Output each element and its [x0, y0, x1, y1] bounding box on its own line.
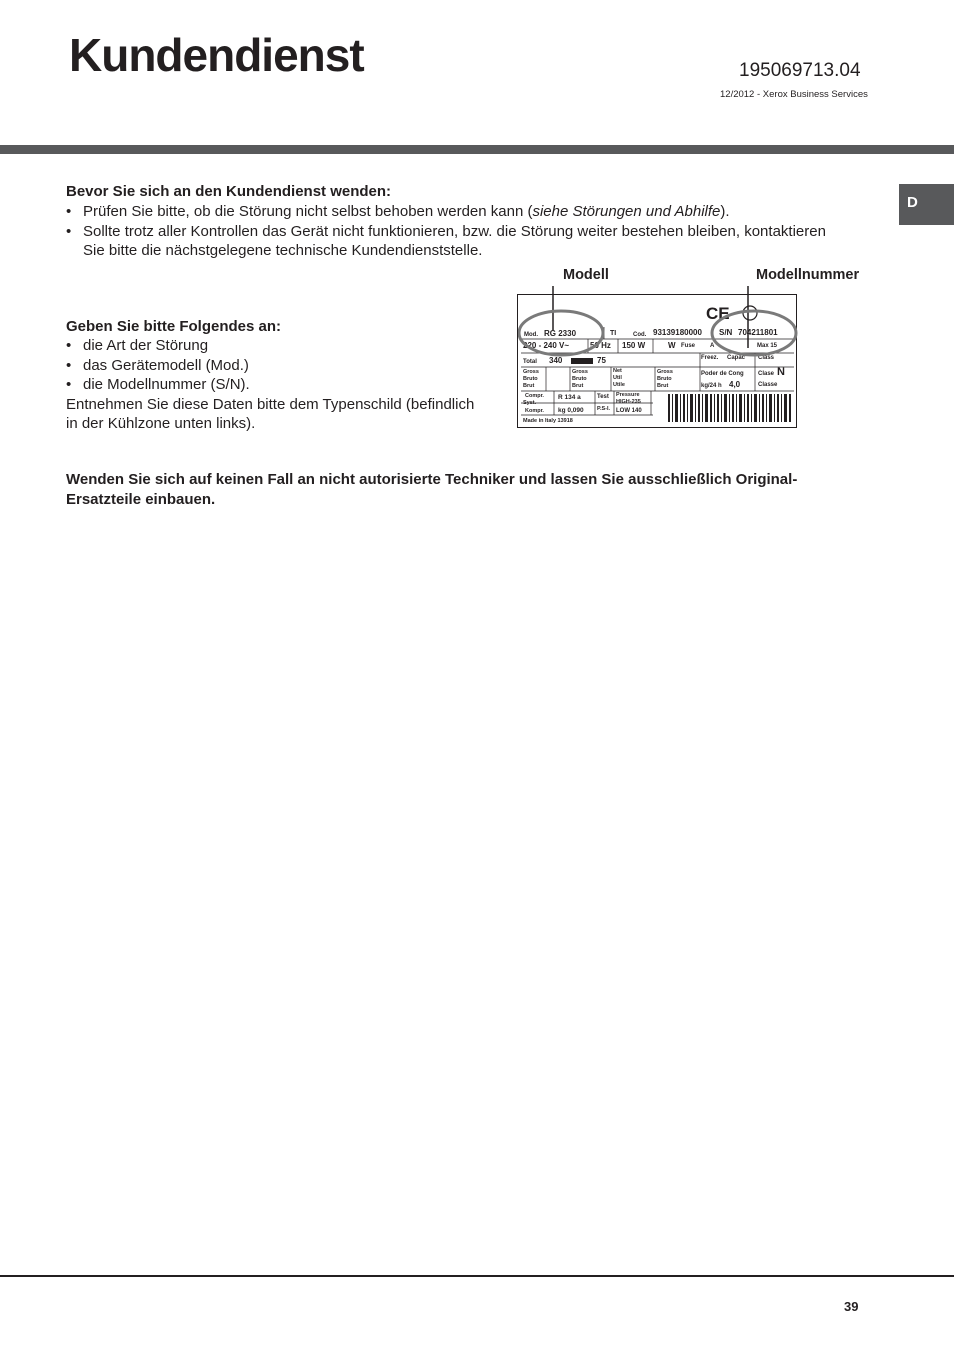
plate-text: Pressure	[616, 392, 640, 398]
bullet-icon: •	[66, 203, 72, 220]
plate-text: HIGH-235	[616, 399, 641, 405]
warning-text	[66, 470, 866, 509]
plate-text: Gross	[523, 369, 539, 375]
plate-text: Clase	[758, 371, 775, 377]
plate-text: Brut	[657, 383, 669, 389]
plate-text: LOW 140	[616, 408, 642, 414]
plate-text: Compr.	[525, 393, 544, 399]
plate-text: 4,0	[729, 380, 741, 389]
bullet-icon: •	[66, 337, 72, 354]
plate-text: 75	[597, 356, 606, 365]
plate-text: Total	[523, 359, 537, 365]
list-item-text: die Modellnummer (S/N).	[83, 376, 250, 393]
list-item	[66, 222, 866, 261]
plate-text: 220 - 240 V~	[523, 341, 570, 350]
plate-text: Test	[597, 394, 609, 400]
bullet-text: Sollte trotz aller Kontrollen das Gerät nicht funktionieren, bzw. die Störung weiter bestehen bleiben, kontaktieren	[83, 222, 826, 240]
bullet-text: Sie bitte die nächstgelegene technische Kundendienststelle.	[83, 242, 483, 259]
plate-text: S/N	[719, 328, 733, 337]
ground-symbol-icon	[743, 306, 757, 320]
plate-text: kg 0,090	[558, 407, 584, 414]
plate-text: Fuse	[681, 343, 696, 349]
plate-text: Gross	[657, 369, 673, 375]
bullet-icon: •	[66, 222, 72, 240]
plate-text: 340	[549, 356, 563, 365]
barcode-icon	[668, 394, 791, 422]
plate-text: A	[710, 343, 715, 349]
note-text: in der Kühlzone unten links).	[66, 415, 256, 432]
list-item	[66, 356, 506, 376]
bullet-italic-ref: siehe Störungen und Abhilfe	[532, 203, 721, 220]
plate-text: W	[668, 341, 676, 350]
plate-code-value: 93139180000	[653, 328, 702, 337]
plate-text: kg/24 h	[701, 383, 722, 389]
plate-text: Gross	[572, 369, 588, 375]
warning-line: Ersatzteile einbauen.	[66, 490, 216, 508]
plate-text: Capac	[727, 355, 746, 361]
plate-text: Bruto	[657, 376, 672, 382]
plate-text: 50 Hz	[590, 341, 611, 350]
plate-text: TI	[610, 330, 617, 337]
plate-text: Classe	[758, 382, 778, 388]
plate-text: Mod.	[524, 332, 538, 338]
before-list	[66, 202, 866, 261]
info-heading: Geben Sie bitte Folgendes an:	[66, 318, 282, 335]
language-tab: D	[899, 184, 954, 225]
list-item	[66, 375, 506, 395]
plate-text: Util	[613, 375, 622, 381]
serial-label: Modellnummer	[756, 267, 860, 283]
plate-text: Freez.	[701, 355, 719, 361]
plate-text: Utile	[613, 382, 625, 388]
plate-text: Poder de Cong	[701, 371, 744, 377]
plate-text: Brut	[523, 383, 535, 389]
page-number: 39	[844, 1299, 859, 1314]
plate-text: Brut	[572, 383, 584, 389]
before-heading: Bevor Sie sich an den Kundendienst wenden:	[66, 183, 392, 200]
list-item	[66, 202, 866, 222]
model-label: Modell	[563, 267, 609, 283]
bullet-icon: •	[66, 376, 72, 393]
warning-line: Wenden Sie sich auf keinen Fall an nicht autorisierte Techniker und lassen Sie ausschließlich Original-	[66, 471, 798, 488]
plate-text: Made in Italy 13918	[523, 418, 573, 424]
document-meta: 12/2012 - Xerox Business Services	[720, 89, 868, 100]
plate-model-value: RG 2330	[544, 329, 577, 338]
note-text: Entnehmen Sie diese Daten bitte dem Typenschild (befindlich	[66, 395, 475, 413]
plate-text: Max 15	[757, 343, 778, 349]
plate-text: N	[777, 366, 785, 378]
bullet-text: Prüfen Sie bitte, ob die Störung nicht selbst behoben werden kann (	[83, 203, 533, 220]
info-list	[66, 336, 506, 434]
plate-text: Class	[758, 355, 775, 361]
page-title: Kundendienst	[69, 29, 364, 81]
list-item	[66, 336, 506, 356]
list-item-text: die Art der Störung	[83, 337, 209, 354]
header-rule	[0, 145, 954, 154]
rating-plate	[517, 294, 797, 428]
bullet-icon: •	[66, 356, 72, 374]
plate-text: Bruto	[572, 376, 587, 382]
bullet-text-end: ).	[720, 203, 730, 220]
plate-serial-value: 704211801	[738, 328, 778, 337]
footer-rule	[0, 1275, 954, 1277]
plate-text: Syst.	[523, 400, 537, 406]
ce-mark: CE	[706, 304, 730, 323]
rating-plate-drawing	[518, 295, 798, 429]
document-number: 195069713.04	[739, 60, 861, 81]
plate-text: Kompr.	[525, 408, 544, 414]
info-note	[66, 395, 506, 434]
plate-text: 150 W	[622, 341, 646, 350]
plate-text: Net	[613, 368, 622, 374]
plate-text: R 134 a	[558, 394, 581, 401]
plate-text: Cod.	[633, 332, 647, 338]
plate-text: Bruto	[523, 376, 538, 382]
list-item-text: das Gerätemodell (Mod.)	[83, 356, 249, 374]
plate-text: P.S-I.	[597, 406, 611, 412]
